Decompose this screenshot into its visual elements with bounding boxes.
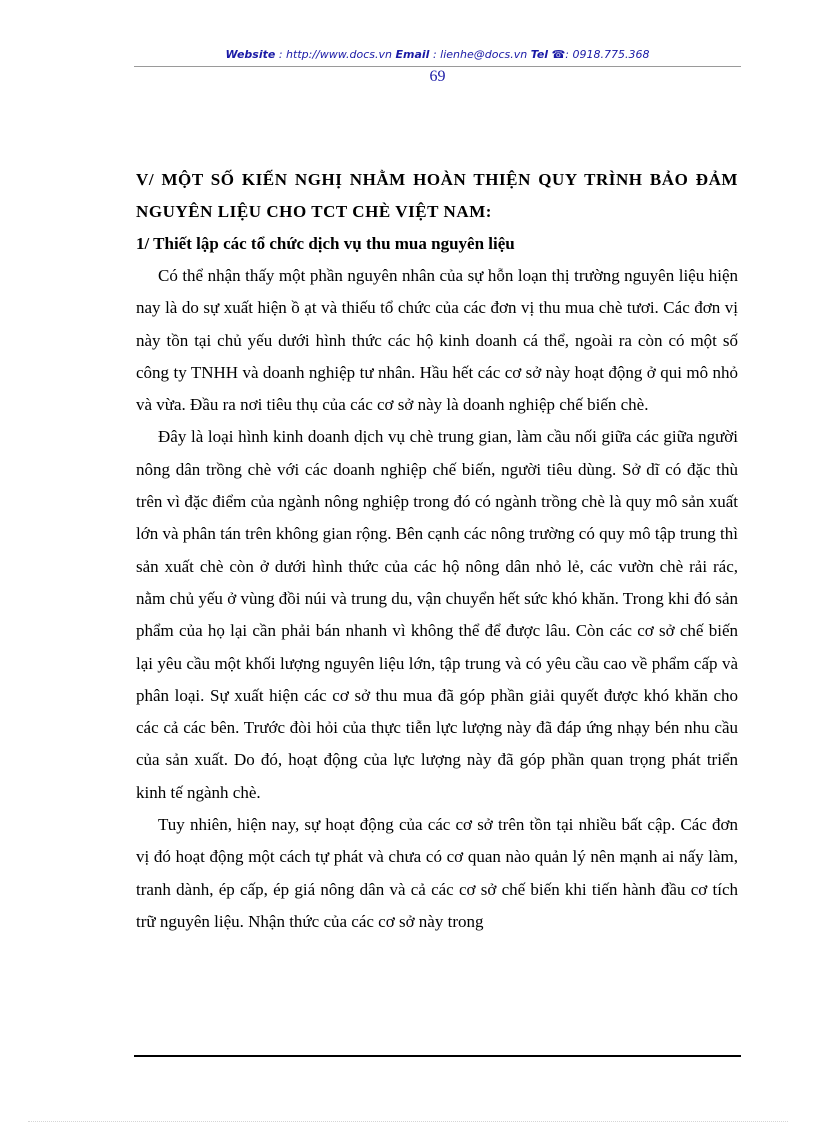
email-label: Email (395, 48, 430, 61)
paragraph-2: Đây là loại hình kinh doanh dịch vụ chè trung gian, làm cầu nối giữa các giữa người nông dân trồng chè với các doanh nghiệp chế biến, người tiêu dùng. Sở dĩ có đặc thù trên vì đặc điểm của ngành nông nghiệp trong đó có ngành trồng chè là quy mô sản xuất lớn và phân tán trên không gian rộng. Bên cạnh các nông trường có quy mô tập trung thì sản xuất chè còn ở dưới hình thức của các hộ nông dân nhỏ lẻ, các vườn chè rải rác, nằm chủ yếu ở vùng đồi núi và trung du, vận chuyển hết sức khó khăn. Trong khi đó sản phẩm của họ lại cần phải bán nhanh vì không thể để được lâu. Còn các cơ sở chế biến lại yêu cầu một khối lượng nguyên liệu lớn, tập trung và có yêu cầu cao về phẩm cấp và phân loại. Sự xuất hiện các cơ sở thu mua đã góp phần giải quyết được khó khăn cho các cả các bên. Trước đòi hỏi của thực tiễn lực lượng này đã đáp ứng nhạy bén nhu cầu của sản xuất. Do đó, hoạt động của lực lượng này đã góp phần quan trọng phát triển kinh tế ngành chè. (136, 427, 738, 802)
phone-icon: ☎ (551, 48, 566, 61)
email-address: : lienhe@docs.vn (429, 48, 531, 61)
paragraph-1: Có thể nhận thấy một phần nguyên nhân của sự hỗn loạn thị trường nguyên liệu hiện nay là do sự xuất hiện ồ ạt và thiếu tổ chức của các đơn vị thu mua chè tươi. Các đơn vị này tồn tại chủ yếu dưới hình thức các hộ kinh doanh cá thể, ngoài ra còn có một số công ty TNHH và doanh nghiệp tư nhân. Hầu hết các cơ sở này hoạt động ở qui mô nhỏ và vừa. Đầu ra nơi tiêu thụ của các cơ sở này là doanh nghiệp chế biến chè. (136, 266, 738, 415)
website-label: Website (225, 48, 276, 61)
page-number: 69 (429, 68, 446, 85)
subsection-title: 1/ Thiết lập các tổ chức dịch vụ thu mua nguyên liệu (136, 234, 515, 253)
page-bottom-edge (28, 1121, 788, 1122)
website-url: : http://www.docs.vn (275, 48, 396, 61)
section-title: V/ MỘT SỐ KIẾN NGHỊ NHẰM HOÀN THIỆN QUY TRÌNH BẢO ĐẢM NGUYÊN LIỆU CHO TCT CHÈ VIỆT NAM: (136, 170, 738, 221)
footer-divider (134, 1055, 741, 1057)
document-body (136, 164, 738, 938)
tel-label: Tel (530, 48, 549, 61)
page-header (134, 48, 741, 61)
header-divider (134, 66, 741, 67)
tel-number: : 0918.775.368 (565, 48, 650, 61)
paragraph-3: Tuy nhiên, hiện nay, sự hoạt động của các cơ sở trên tồn tại nhiều bất cập. Các đơn vị đó hoạt động một cách tự phát và chưa có cơ quan nào quản lý nên mạnh ai nấy làm, tranh dành, ép cấp, ép giá nông dân và cả các cơ sở chế biến khi tiến hành đầu cơ tích trữ nguyên liệu. Nhận thức của các cơ sở này trong (136, 815, 738, 931)
